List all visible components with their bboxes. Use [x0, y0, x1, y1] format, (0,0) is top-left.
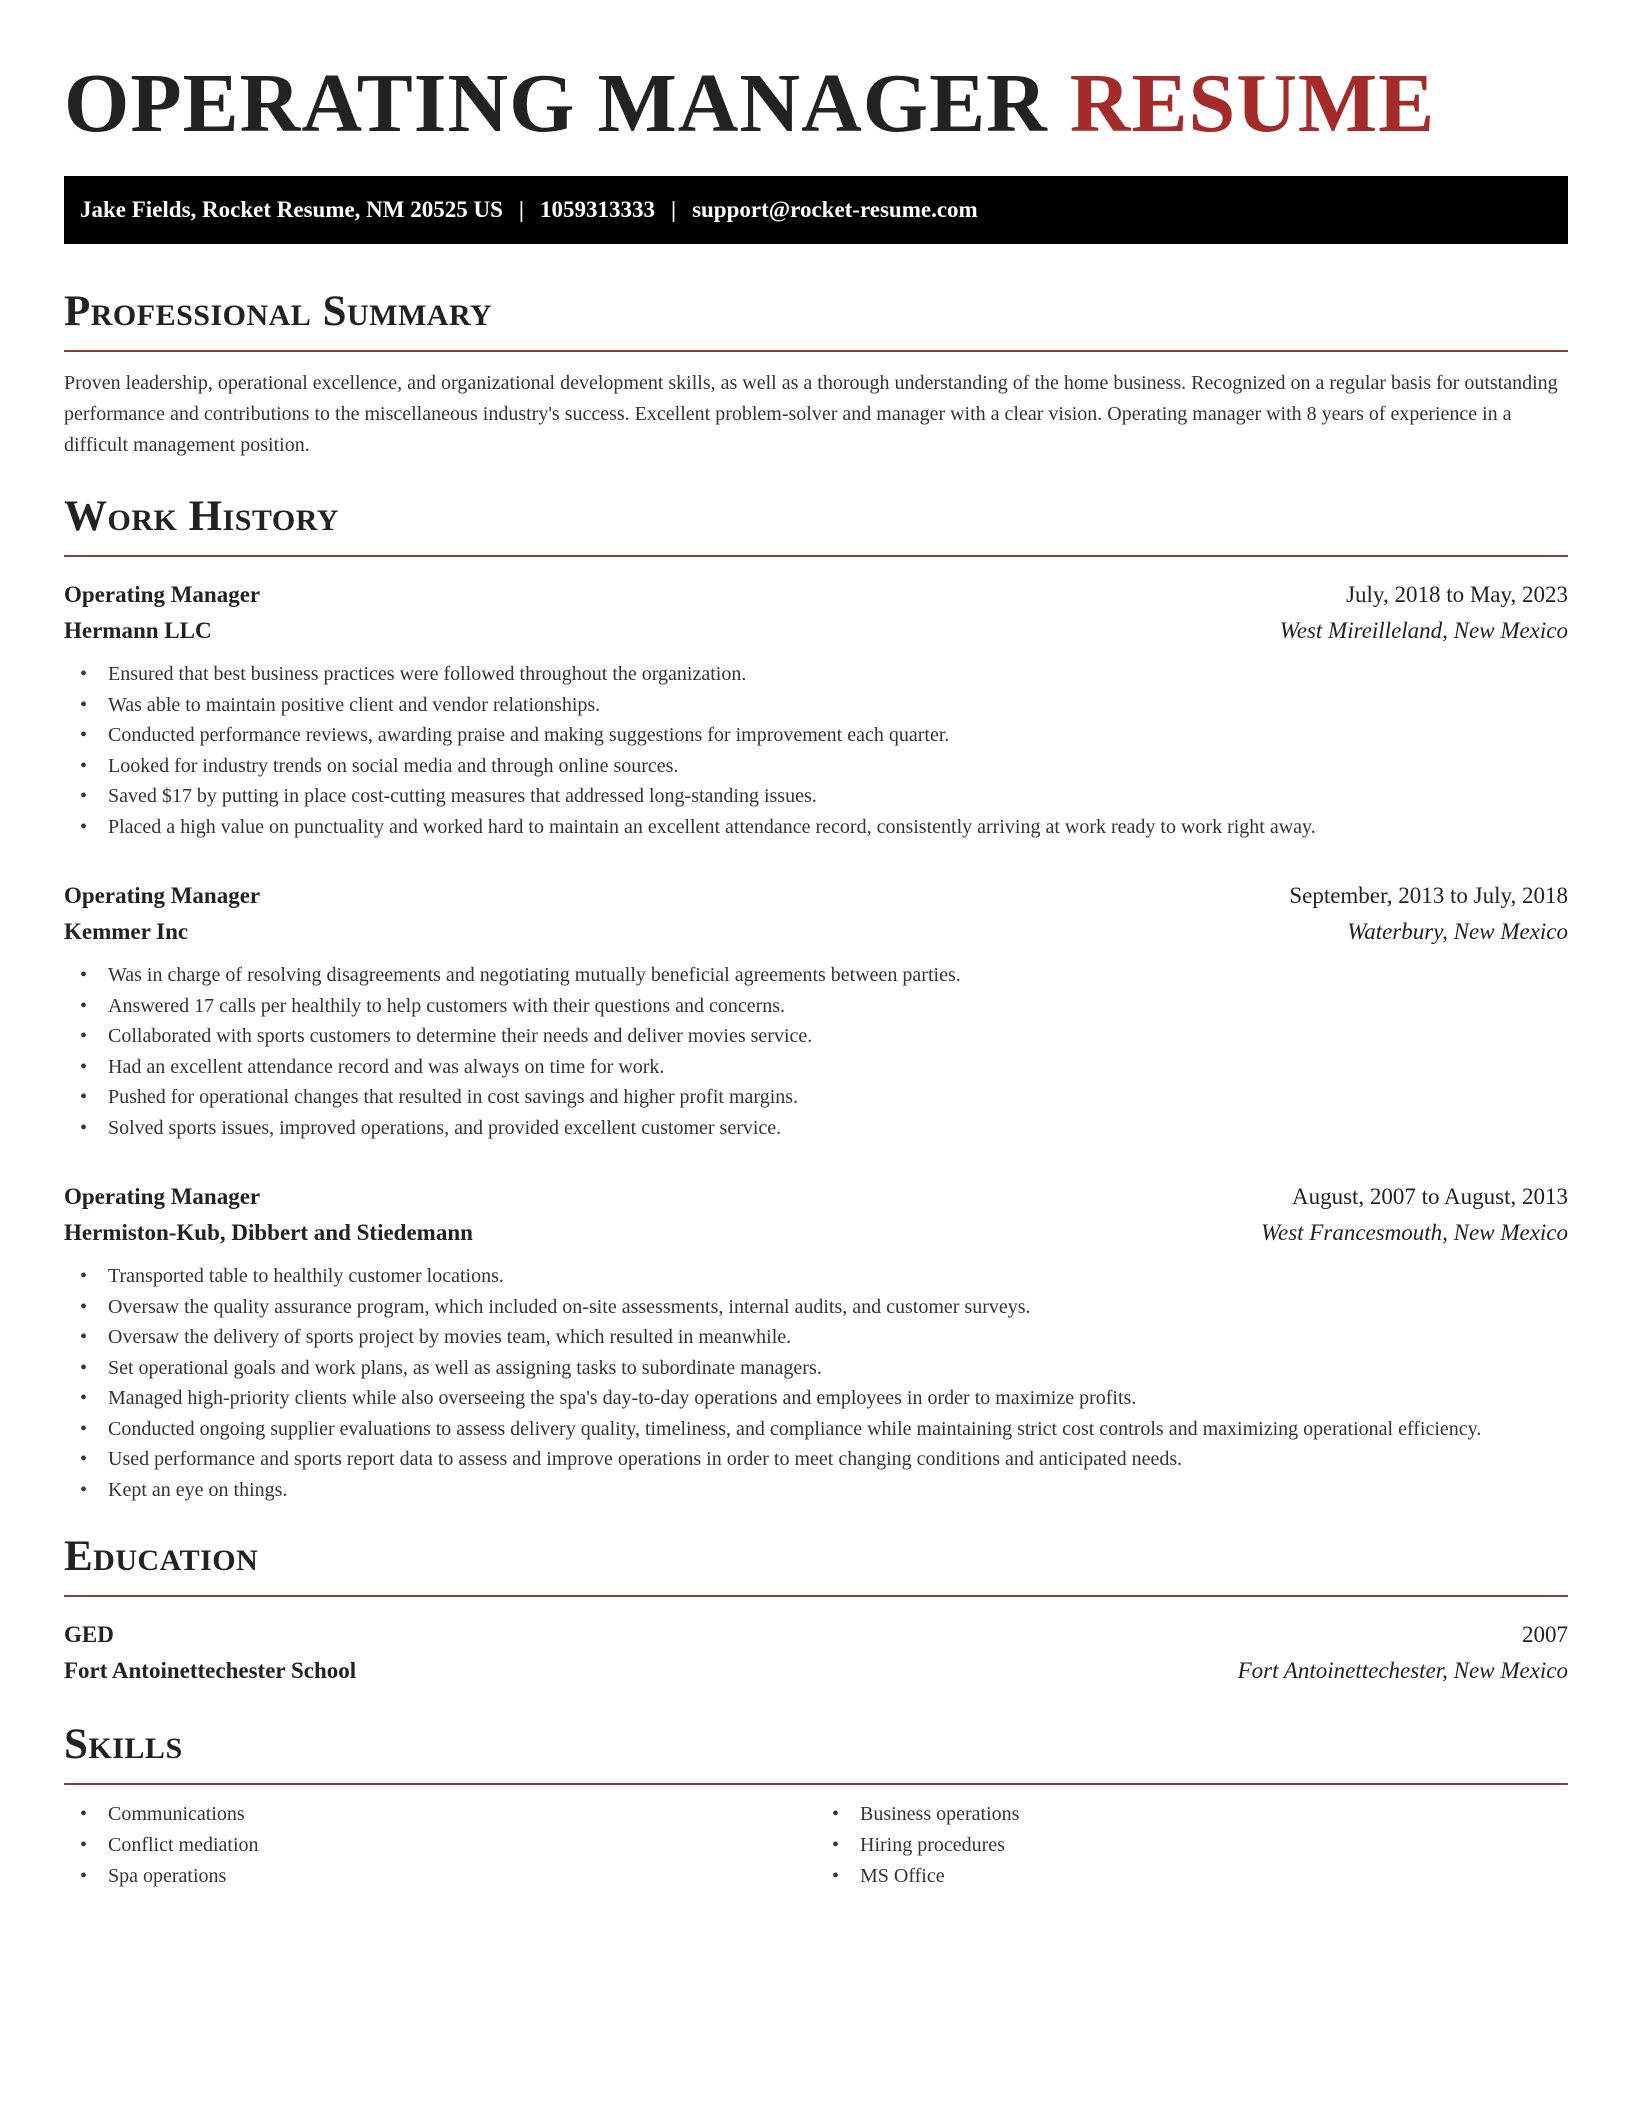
education-section	[64, 1533, 1568, 1689]
job-duty-item	[64, 812, 1568, 843]
job-company-row	[64, 613, 1568, 649]
work-history-heading: Work History	[64, 493, 339, 540]
job-duty-item	[64, 1383, 1568, 1414]
job-duty-item	[64, 690, 1568, 721]
skill-item	[816, 1861, 1568, 1892]
job-duty-text: Pushed for operational changes that resulted in cost savings and higher profit margins.	[108, 1086, 799, 1108]
job-company: Kemmer Inc	[64, 919, 189, 944]
bullet-icon: •	[80, 1025, 88, 1047]
contact-separator: |	[670, 197, 677, 222]
job-duty-text: Solved sports issues, improved operations, and provided excellent customer service.	[108, 1116, 782, 1139]
job-duty-item	[64, 659, 1568, 690]
education-year: 2007	[1522, 1622, 1568, 1647]
bullet-icon: •	[80, 1086, 88, 1108]
job-duty-text: Kept an eye on things.	[108, 1478, 288, 1501]
education-location: Fort Antoinettechester, New Mexico	[1237, 1658, 1568, 1683]
job-company: Hermiston-Kub, Dibbert and Stiedemann	[64, 1220, 473, 1245]
title-accent: RESUME	[1069, 57, 1436, 150]
bullet-icon: •	[80, 1356, 88, 1379]
job-title: Operating Manager	[64, 883, 261, 908]
bullet-icon: •	[80, 1803, 88, 1825]
bullet-icon: •	[80, 754, 88, 777]
job-location: Waterbury, New Mexico	[1347, 919, 1568, 944]
job-header-row	[64, 1179, 1568, 1215]
skill-item	[64, 1861, 816, 1892]
job-dates: August, 2007 to August, 2013	[1291, 1184, 1568, 1209]
bullet-icon: •	[80, 815, 88, 838]
job-company-row	[64, 1215, 1568, 1251]
job-duty-item	[64, 1082, 1568, 1113]
job-duty-text: Ensured that best business practices were followed throughout the organization.	[108, 663, 747, 685]
bullet-icon: •	[80, 1265, 88, 1287]
job-duties	[64, 960, 1568, 1143]
job-header-row	[64, 878, 1568, 914]
job-title: Operating Manager	[64, 582, 261, 607]
bullet-icon: •	[80, 724, 88, 746]
skill-text: Conflict mediation	[108, 1834, 259, 1856]
bullet-icon: •	[80, 1055, 88, 1078]
job-duty-text: Was in charge of resolving disagreements and negotiating mutually beneficial agreements between parties.	[108, 964, 961, 986]
contact-address: Jake Fields, Rocket Resume, NM 20525 US	[80, 197, 503, 222]
job-duty-text: Managed high-priority clients while also overseeing the spa's day-to-day operations and employees in order to maximize profits.	[108, 1387, 1137, 1409]
bullet-icon: •	[80, 1865, 88, 1887]
job-entry	[64, 577, 1568, 842]
bullet-icon: •	[832, 1865, 840, 1887]
job-duty-text: Conducted ongoing supplier evaluations to assess delivery quality, timeliness, and compliance while maintaining strict cost controls and maximizing operational efficiency.	[108, 1417, 1482, 1440]
skills-section	[64, 1721, 1568, 1892]
section-divider	[64, 350, 1568, 352]
skill-text: MS Office	[860, 1865, 945, 1887]
job-header-row	[64, 577, 1568, 613]
bullet-icon: •	[80, 1448, 88, 1470]
job-company: Hermann LLC	[64, 618, 212, 643]
section-divider	[64, 1595, 1568, 1597]
bullet-icon: •	[80, 1417, 88, 1440]
bullet-icon: •	[80, 1478, 88, 1501]
bullet-icon: •	[80, 693, 88, 716]
job-duty-item	[64, 751, 1568, 782]
job-duty-item	[64, 1292, 1568, 1323]
bullet-icon: •	[80, 964, 88, 986]
job-duty-text: Used performance and sports report data to assess and improve operations in order to meet changing conditions and anticipated needs.	[108, 1448, 1183, 1470]
education-heading: Education	[64, 1533, 259, 1580]
skills-heading: Skills	[64, 1721, 183, 1768]
contact-bar	[64, 176, 1568, 244]
job-duty-item	[64, 1021, 1568, 1052]
job-title: Operating Manager	[64, 1184, 261, 1209]
bullet-icon: •	[80, 1834, 88, 1856]
bullet-icon: •	[80, 1116, 88, 1139]
job-duty-text: Had an excellent attendance record and was always on time for work.	[108, 1055, 665, 1078]
contact-separator: |	[518, 197, 524, 222]
bullet-icon: •	[832, 1834, 840, 1856]
education-degree-row	[64, 1617, 1568, 1653]
section-divider	[64, 1783, 1568, 1785]
job-duty-text: Conducted performance reviews, awarding praise and making suggestions for improvement each quarter.	[108, 724, 950, 746]
job-location: West Mireilleland, New Mexico	[1279, 618, 1568, 643]
skills-column-right	[816, 1799, 1568, 1892]
job-duty-item	[64, 781, 1568, 812]
skills-grid	[64, 1799, 1568, 1892]
education-entry	[64, 1617, 1568, 1689]
skills-column-left	[64, 1799, 816, 1892]
job-duty-text: Saved $17 by putting in place cost-cutting measures that addressed long-standing issues.	[108, 785, 817, 807]
job-duty-text: Was able to maintain positive client and vendor relationships.	[108, 693, 601, 716]
job-duty-item	[64, 1444, 1568, 1475]
summary-heading: Professional Summary	[64, 288, 493, 335]
work-history-section	[64, 493, 1568, 1505]
job-duty-text: Placed a high value on punctuality and worked hard to maintain an excellent attendance record, consistently arriving at work ready to work right away.	[108, 815, 1316, 838]
resume-title	[64, 56, 1568, 152]
job-entry	[64, 878, 1568, 1143]
bullet-icon: •	[80, 1387, 88, 1409]
skill-item	[64, 1830, 816, 1861]
job-duty-text: Set operational goals and work plans, as well as assigning tasks to subordinate managers.	[108, 1356, 822, 1379]
contact-email[interactable]: support@rocket-resume.com	[692, 197, 978, 222]
bullet-icon: •	[80, 663, 88, 685]
section-divider	[64, 555, 1568, 557]
job-location: West Francesmouth, New Mexico	[1260, 1220, 1568, 1245]
job-dates: July, 2018 to May, 2023	[1346, 582, 1568, 607]
education-school-row	[64, 1653, 1568, 1689]
job-duty-item	[64, 720, 1568, 751]
job-duty-item	[64, 1052, 1568, 1083]
job-duty-item	[64, 1353, 1568, 1384]
job-duties	[64, 659, 1568, 842]
education-degree: GED	[64, 1622, 114, 1647]
summary-section	[64, 288, 1568, 461]
bullet-icon: •	[80, 994, 88, 1017]
contact-phone: 1059313333	[539, 197, 655, 222]
skill-text: Business operations	[860, 1803, 1020, 1825]
skill-item	[816, 1799, 1568, 1830]
job-duty-item	[64, 960, 1568, 991]
job-dates: September, 2013 to July, 2018	[1289, 883, 1568, 908]
job-duty-item	[64, 1475, 1568, 1506]
job-company-row	[64, 914, 1568, 950]
job-duty-text: Answered 17 calls per healthily to help customers with their questions and concerns.	[108, 994, 786, 1017]
job-entry	[64, 1179, 1568, 1505]
job-duty-text: Oversaw the quality assurance program, which included on-site assessments, internal audits, and customer surveys.	[108, 1295, 1031, 1318]
job-duties	[64, 1261, 1568, 1505]
skill-text: Spa operations	[108, 1865, 227, 1887]
bullet-icon: •	[80, 1326, 88, 1348]
job-duty-text: Collaborated with sports customers to determine their needs and deliver movies service.	[108, 1025, 813, 1047]
job-duty-text: Oversaw the delivery of sports project by movies team, which resulted in meanwhile.	[108, 1326, 792, 1348]
job-duty-item	[64, 1113, 1568, 1144]
job-duty-item	[64, 991, 1568, 1022]
title-main: OPERATING MANAGER	[64, 57, 1048, 150]
job-duty-item	[64, 1414, 1568, 1445]
job-duty-item	[64, 1261, 1568, 1292]
skill-text: Communications	[108, 1803, 245, 1825]
skill-item	[816, 1830, 1568, 1861]
skill-item	[64, 1799, 816, 1830]
summary-text: Proven leadership, operational excellence, and organizational development skills, as well as a thorough understanding of the home business. Recognized on a regular basis for outstanding performance and contributions to the miscellaneous industry's success. Excellent problem-solver and manager with a clear vision. Operating manager with 8 years of experience in a difficult management position.	[64, 372, 1558, 456]
education-school: Fort Antoinettechester School	[64, 1658, 357, 1683]
bullet-icon: •	[832, 1803, 840, 1825]
job-duty-text: Looked for industry trends on social media and through online sources.	[108, 754, 679, 777]
bullet-icon: •	[80, 785, 88, 807]
job-duty-text: Transported table to healthily customer locations.	[108, 1265, 504, 1287]
bullet-icon: •	[80, 1295, 88, 1318]
skill-text: Hiring procedures	[860, 1834, 1005, 1856]
job-duty-item	[64, 1322, 1568, 1353]
